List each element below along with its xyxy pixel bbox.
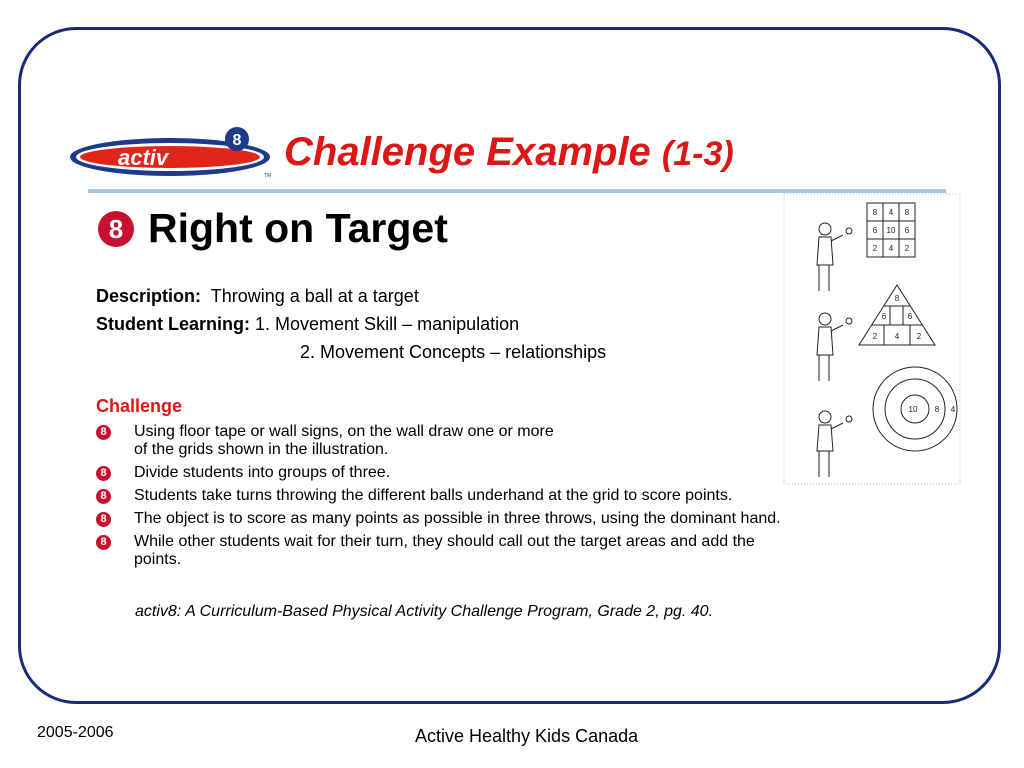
student-learning-label: Student Learning: — [96, 314, 250, 334]
eight-bullet-icon: 8 — [96, 512, 111, 527]
eight-bullet-icon: 8 — [96, 489, 111, 504]
list-item — [96, 510, 956, 528]
triangle-value: 6 — [881, 312, 887, 321]
list-item — [96, 487, 956, 505]
list-item — [96, 533, 956, 569]
title-text: Challenge Example — [284, 130, 651, 174]
activ8-logo — [68, 125, 283, 183]
student-learning-1: 1. Movement Skill – manipulation — [255, 314, 520, 334]
eight-bullet-icon: 8 — [96, 535, 111, 550]
grid-value: 6 — [904, 226, 910, 235]
grid-value: 2 — [904, 244, 910, 253]
logo-tm: TM — [264, 173, 272, 179]
description-text: Throwing a ball at a target — [210, 286, 419, 306]
logo-badge: 8 — [232, 132, 242, 149]
challenge-title — [98, 205, 448, 252]
target-value: 4 — [950, 405, 956, 414]
target-value: 8 — [934, 405, 940, 414]
eight-bullet-icon: 8 — [98, 211, 134, 247]
list-item-text: Divide students into groups of three. — [134, 464, 391, 481]
triangle-value: 2 — [872, 332, 878, 341]
title-suffix: (1-3) — [661, 135, 734, 173]
target-illustration — [783, 193, 961, 485]
list-item-text: Students take turns throwing the different balls underhand at the grid to score points. — [134, 487, 733, 504]
description-line — [96, 286, 419, 307]
triangle-value: 4 — [894, 332, 900, 341]
triangle-value: 6 — [907, 312, 913, 321]
grid-value: 2 — [872, 244, 878, 253]
list-item-text: points. — [134, 551, 182, 568]
eight-bullet-icon: 8 — [96, 425, 111, 440]
page-title — [284, 130, 734, 175]
list-item-text: While other students wait for their turn, they should call out the target areas and add the — [134, 533, 755, 550]
eight-bullet-icon: 8 — [96, 466, 111, 481]
grid-value: 4 — [888, 244, 894, 253]
challenge-title-text: Right on Target — [148, 205, 448, 251]
student-learning-2: 2. Movement Concepts – relationships — [300, 342, 607, 362]
description-label: Description: — [96, 286, 202, 306]
logo-text: activ — [118, 145, 169, 170]
grid-value: 8 — [872, 208, 878, 217]
citation: activ8: A Curriculum-Based Physical Activity Challenge Program, Grade 2, pg. 40. — [135, 603, 714, 620]
grid-value: 6 — [872, 226, 878, 235]
list-item-text: of the grids shown in the illustration. — [134, 441, 389, 458]
footer-date: 2005-2006 — [37, 724, 114, 741]
footer-organization: Active Healthy Kids Canada — [415, 726, 639, 746]
grid-value: 10 — [886, 226, 896, 235]
challenge-heading: Challenge — [96, 396, 183, 416]
grid-value: 4 — [888, 208, 894, 217]
grid-value: 8 — [904, 208, 910, 217]
student-learning-line — [96, 314, 519, 335]
triangle-value: 2 — [916, 332, 922, 341]
triangle-value: 8 — [894, 294, 900, 303]
target-value: 10 — [908, 405, 918, 414]
list-item-text: The object is to score as many points as possible in three throws, using the dominant hand. — [134, 510, 781, 527]
list-item-text: Using floor tape or wall signs, on the wall draw one or more — [134, 423, 554, 440]
